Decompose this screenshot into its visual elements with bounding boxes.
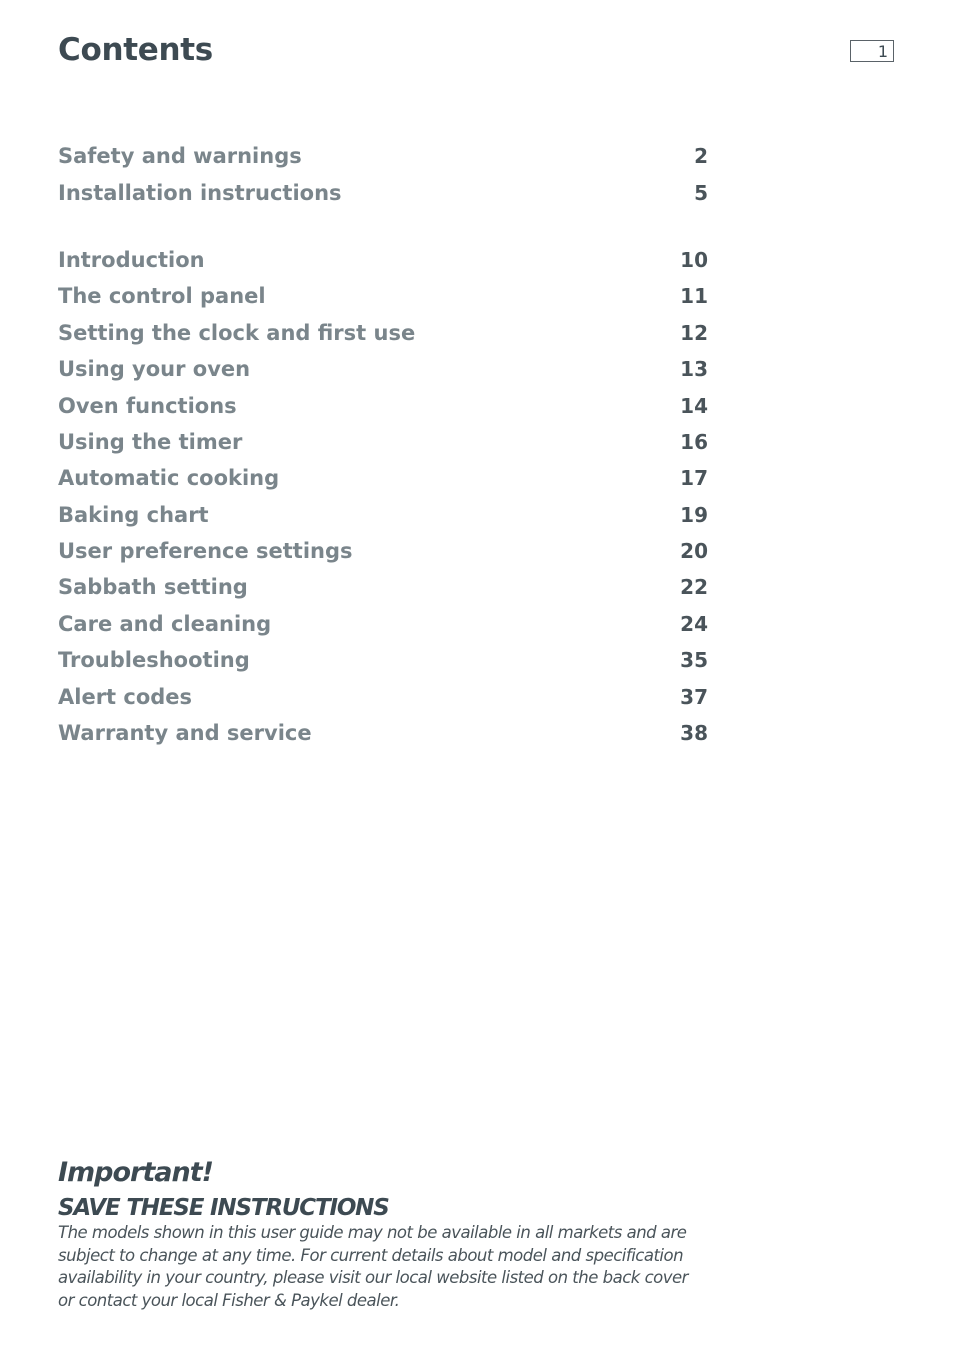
toc-entry-introduction[interactable] [58, 242, 708, 278]
toc-entry-label: Sabbath setting [58, 575, 248, 600]
toc-entry-baking-chart[interactable] [58, 497, 708, 533]
toc-entry-page: 19 [680, 502, 708, 527]
toc-entry-label: Care and cleaning [58, 611, 272, 636]
toc-entry-label: Troubleshooting [58, 648, 250, 673]
toc-entry-automatic-cooking[interactable] [58, 460, 708, 496]
toc-entry-label: Alert codes [58, 684, 193, 709]
toc-entry-page: 22 [680, 575, 708, 600]
page-number: 1 [850, 40, 894, 62]
toc-entry-page: 16 [680, 429, 708, 454]
toc-entry-label: Safety and warnings [58, 144, 302, 169]
toc-entry-oven-functions[interactable] [58, 387, 708, 423]
toc-group-main [58, 242, 708, 751]
toc-entry-installation-instructions[interactable] [58, 174, 708, 210]
toc-entry-label: Using your oven [58, 357, 251, 382]
toc-entry-page: 17 [680, 466, 708, 491]
toc-entry-page: 2 [694, 144, 708, 169]
toc-entry-label: Using the timer [58, 429, 243, 454]
toc-entry-label: Automatic cooking [58, 466, 280, 491]
toc-entry-control-panel[interactable] [58, 278, 708, 314]
toc-entry-using-timer[interactable] [58, 424, 708, 460]
toc-entry-page: 14 [680, 393, 708, 418]
toc-entry-label: Baking chart [58, 502, 209, 527]
toc-entry-page: 38 [680, 721, 708, 746]
toc-entry-label: Installation instructions [58, 180, 342, 205]
toc-entry-label: The control panel [58, 284, 266, 309]
toc-entry-page: 11 [680, 284, 708, 309]
important-heading: Important! [58, 1157, 213, 1188]
toc-entry-page: 10 [680, 247, 708, 272]
toc-entry-sabbath-setting[interactable] [58, 569, 708, 605]
toc-entry-page: 37 [680, 684, 708, 709]
toc-entry-page: 5 [694, 180, 708, 205]
toc-entry-page: 20 [680, 539, 708, 564]
toc-entry-care-and-cleaning[interactable] [58, 606, 708, 642]
toc-entry-user-preference-settings[interactable] [58, 533, 708, 569]
toc-entry-alert-codes[interactable] [58, 678, 708, 714]
toc-entry-label: User preference settings [58, 539, 353, 564]
toc-entry-label: Setting the clock and first use [58, 320, 416, 345]
notice-body: The models shown in this user guide may not be available in all markets and are subject to change at any time. For current details about model and specification availability in your country, please visit our local website listed on the back cover or contact your local Fisher & Paykel dealer. [58, 1223, 688, 1310]
toc-entry-safety-and-warnings[interactable] [58, 138, 708, 174]
toc-entry-setting-clock[interactable] [58, 315, 708, 351]
toc-entry-troubleshooting[interactable] [58, 642, 708, 678]
page-title: Contents [58, 32, 213, 68]
toc-entry-page: 12 [680, 320, 708, 345]
table-of-contents [58, 138, 708, 751]
important-notice [58, 1156, 698, 1312]
toc-entry-label: Introduction [58, 247, 205, 272]
toc-entry-page: 35 [680, 648, 708, 673]
save-instructions-heading: SAVE THESE INSTRUCTIONS [58, 1195, 389, 1221]
toc-group-front-matter [58, 138, 708, 211]
toc-entry-page: 24 [680, 611, 708, 636]
toc-entry-warranty-and-service[interactable] [58, 715, 708, 751]
toc-entry-page: 13 [680, 357, 708, 382]
toc-entry-using-oven[interactable] [58, 351, 708, 387]
toc-entry-label: Oven functions [58, 393, 237, 418]
toc-entry-label: Warranty and service [58, 721, 312, 746]
